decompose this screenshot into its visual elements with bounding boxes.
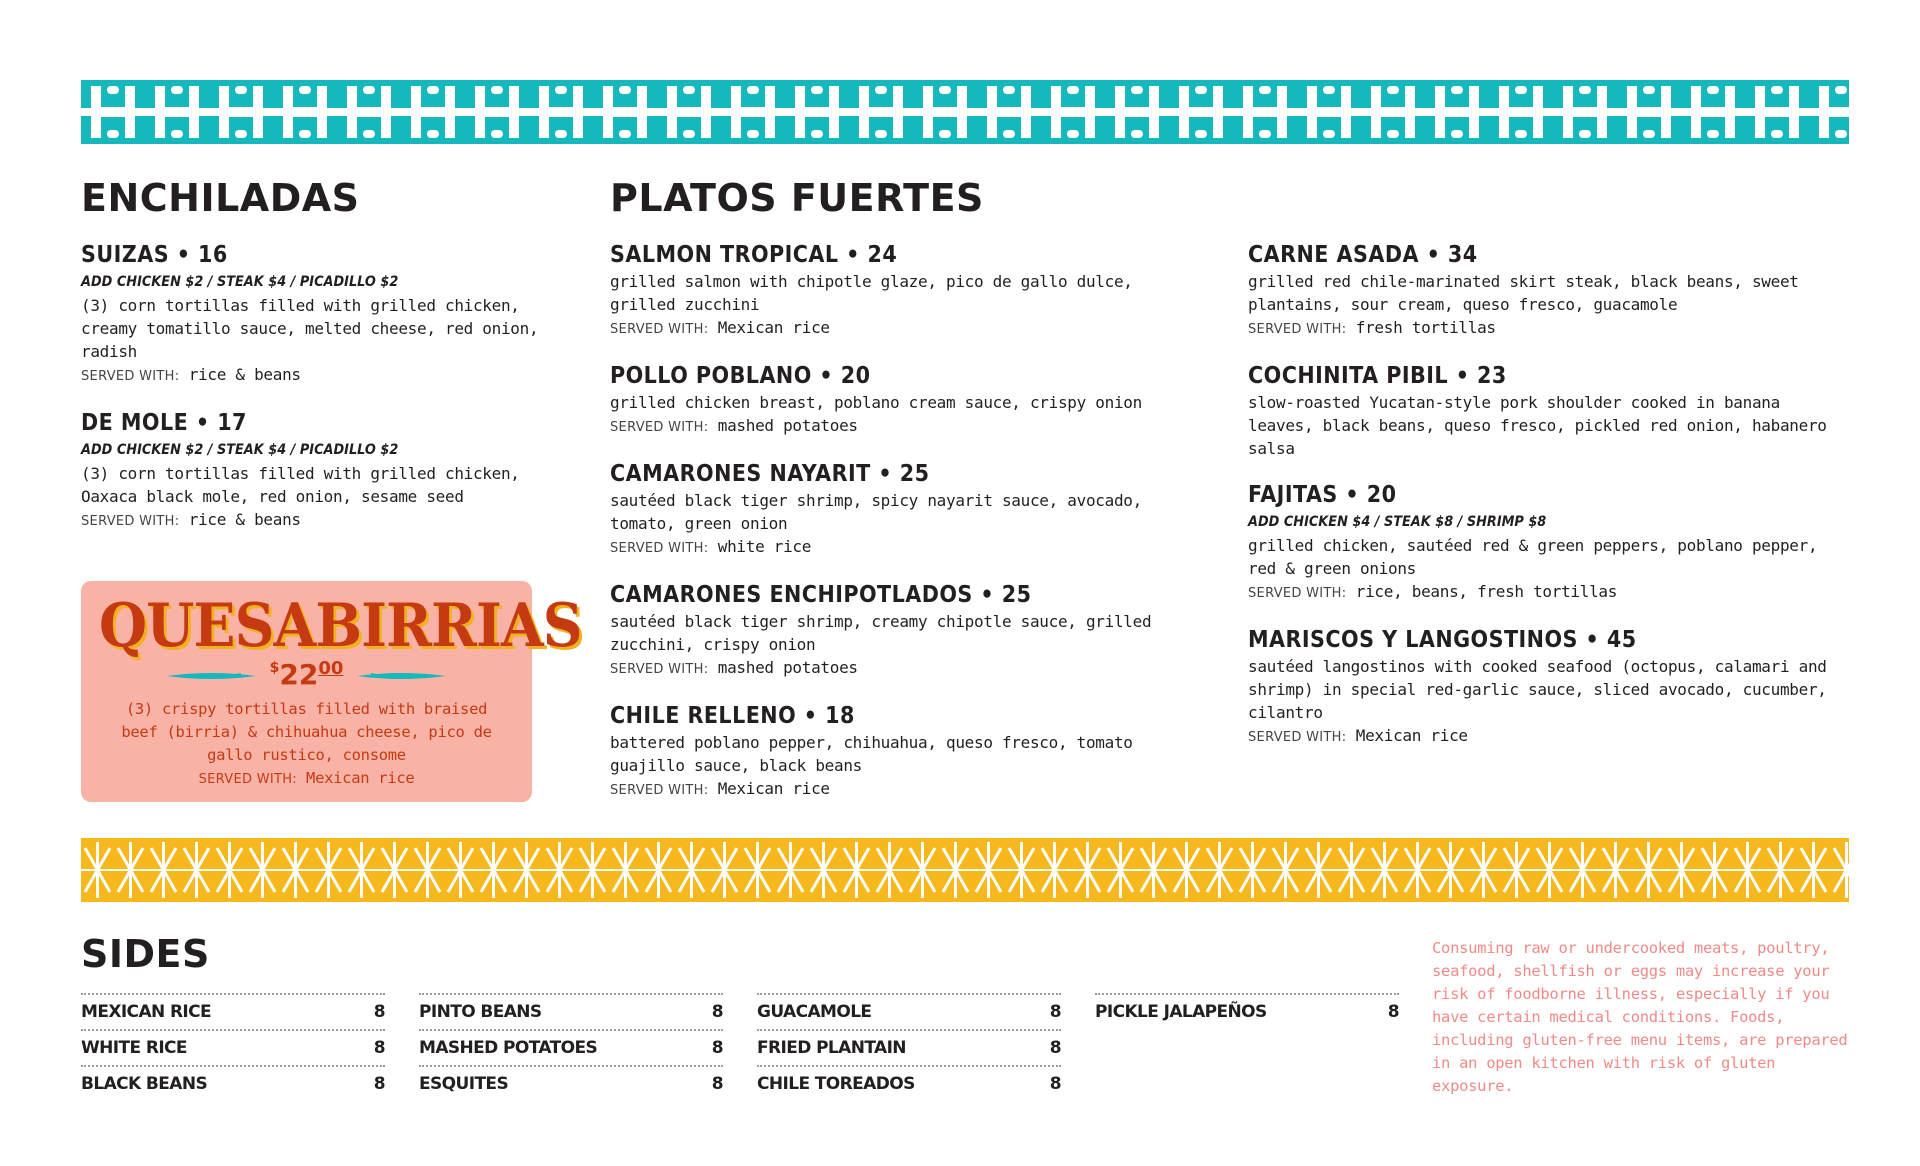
served-with: SERVED WITH: fresh tortillas [1248, 318, 1496, 337]
served-with: SERVED WITH: mashed potatoes [610, 416, 858, 435]
item-description: sautéed black tiger shrimp, spicy nayarit sauce, avocado, tomato, green onion [610, 491, 1142, 533]
served-with: SERVED WITH: white rice [610, 537, 812, 556]
item-title: FAJITAS • 20 [1248, 482, 1397, 508]
item-title: CAMARONES ENCHIPOTLADOS • 25 [610, 582, 1032, 608]
food-safety-disclaimer: Consuming raw or undercooked meats, poultry, seafood, shellfish or eggs may increase your risk of foodborne illness, especially if you have certain medical conditions. Foods, including gluten-free menu items, are prepared in an open kitchen with risk of gluten exposure. [1432, 939, 1848, 1095]
menu-item-cochinita-pibil [1248, 361, 1848, 460]
menu-item-suizas [81, 240, 541, 388]
menu-item-mariscos-y-langostinos [1248, 625, 1848, 749]
item-addons: ADD CHICKEN $2 / STEAK $4 / PICADILLO $2 [81, 274, 399, 290]
side-item-mexican-rice: MEXICAN RICE 8 [81, 993, 385, 1029]
menu-item-salmon-tropical [610, 240, 1200, 341]
served-with: SERVED WITH: mashed potatoes [610, 658, 858, 677]
item-title: SALMON TROPICAL • 24 [610, 242, 898, 268]
item-title: COCHINITA PIBIL • 23 [1248, 363, 1507, 389]
item-title: CAMARONES NAYARIT • 25 [610, 461, 930, 487]
item-description: sautéed langostinos with cooked seafood (octopus, calamari and shrimp) in special red-garlic sauce, sliced avocado, cucumber, cilantro [1248, 657, 1827, 722]
item-description: sautéed black tiger shrimp, creamy chipotle sauce, grilled zucchini, crispy onion [610, 612, 1152, 654]
platos-fuertes-heading: PLATOS FUERTES [610, 176, 984, 220]
item-title: MARISCOS Y LANGOSTINOS • 45 [1248, 627, 1637, 653]
served-with: SERVED WITH: rice, beans, fresh tortillas [1248, 582, 1618, 601]
enchiladas-list [81, 240, 541, 553]
sides-heading: SIDES [81, 932, 210, 976]
menu-item-camarones-enchipotlados [610, 580, 1200, 681]
sides-column-2 [419, 993, 723, 1101]
item-addons: ADD CHICKEN $2 / STEAK $4 / PICADILLO $2 [81, 442, 399, 458]
sides-column-4 [1095, 993, 1399, 1029]
platos-right-column [1248, 240, 1848, 769]
quesabirrias-title: QUESABIRRIAS [99, 591, 582, 661]
quesabirrias-description: (3) crispy tortillas filled with braised beef (birria) & chihuahua cheese, pico de gallo rustico, consome SERVED WITH: Mexican rice [121, 700, 492, 787]
menu-item-camarones-nayarit [610, 459, 1200, 560]
side-item-fried-plantain: FRIED PLANTAIN 8 [757, 1029, 1061, 1065]
side-item-chile-toreados: CHILE TOREADOS 8 [757, 1065, 1061, 1101]
item-description: slow-roasted Yucatan-style pork shoulder cooked in banana leaves, black beans, queso fresco, pickled red onion, habanero salsa [1248, 393, 1827, 458]
item-addons: ADD CHICKEN $4 / STEAK $8 / SHRIMP $8 [1248, 514, 1547, 530]
served-with: SERVED WITH: Mexican rice [610, 318, 830, 337]
sides-column-1 [81, 993, 385, 1101]
served-with: SERVED WITH: rice & beans [81, 365, 301, 384]
side-item-esquites: ESQUITES 8 [419, 1065, 723, 1101]
teal-pattern-band [81, 80, 1849, 144]
quesabirrias-price: $^{\$}22^{00}$ [269, 658, 344, 691]
item-description: grilled chicken, sautéed red & green peppers, poblano pepper, red & green onions [1248, 536, 1818, 578]
side-item-black-beans: BLACK BEANS 8 [81, 1065, 385, 1101]
side-item-guacamole: GUACAMOLE 8 [757, 993, 1061, 1029]
item-description: grilled chicken breast, poblano cream sauce, crispy onion [610, 393, 1142, 412]
price-row [81, 656, 532, 696]
menu-item-carne-asada [1248, 240, 1848, 341]
served-with: SERVED WITH: Mexican rice [610, 779, 830, 798]
menu-item-fajitas [1248, 480, 1848, 605]
enchiladas-heading: ENCHILADAS [81, 176, 360, 220]
side-item-pickle-jalapenos: PICKLE JALAPEÑOS 8 [1095, 993, 1399, 1029]
side-item-white-rice: WHITE RICE 8 [81, 1029, 385, 1065]
item-description: grilled salmon with chipotle glaze, pico de gallo dulce, grilled zucchini [610, 272, 1133, 314]
quesabirrias-feature-box [81, 581, 582, 802]
yellow-pattern-band [81, 838, 1849, 902]
side-item-pinto-beans: PINTO BEANS 8 [419, 993, 723, 1029]
menu-item-pollo-poblano [610, 361, 1200, 439]
sides-column-3 [757, 993, 1061, 1101]
menu-item-chile-relleno [610, 701, 1200, 802]
item-title: DE MOLE • 17 [81, 410, 247, 436]
item-description: (3) corn tortillas filled with grilled chicken, Oaxaca black mole, red onion, sesame seed [81, 464, 520, 506]
item-title: SUIZAS • 16 [81, 242, 228, 268]
item-description: battered poblano pepper, chihuahua, queso fresco, tomato guajillo sauce, black beans [610, 733, 1133, 775]
item-title: CHILE RELLENO • 18 [610, 703, 855, 729]
item-description: grilled red chile-marinated skirt steak, black beans, sweet plantains, sour cream, queso fresco, guacamole [1248, 272, 1799, 314]
served-with: SERVED WITH: rice & beans [81, 510, 301, 529]
item-description: (3) corn tortillas filled with grilled chicken, creamy tomatillo sauce, melted cheese, red onion, radish [81, 296, 539, 361]
served-with: SERVED WITH: Mexican rice [1248, 726, 1468, 745]
item-title: POLLO POBLANO • 20 [610, 363, 871, 389]
item-title: CARNE ASADA • 34 [1248, 242, 1478, 268]
menu-item-de-mole [81, 408, 541, 533]
side-item-mashed-potatoes: MASHED POTATOES 8 [419, 1029, 723, 1065]
platos-left-column [610, 240, 1200, 822]
